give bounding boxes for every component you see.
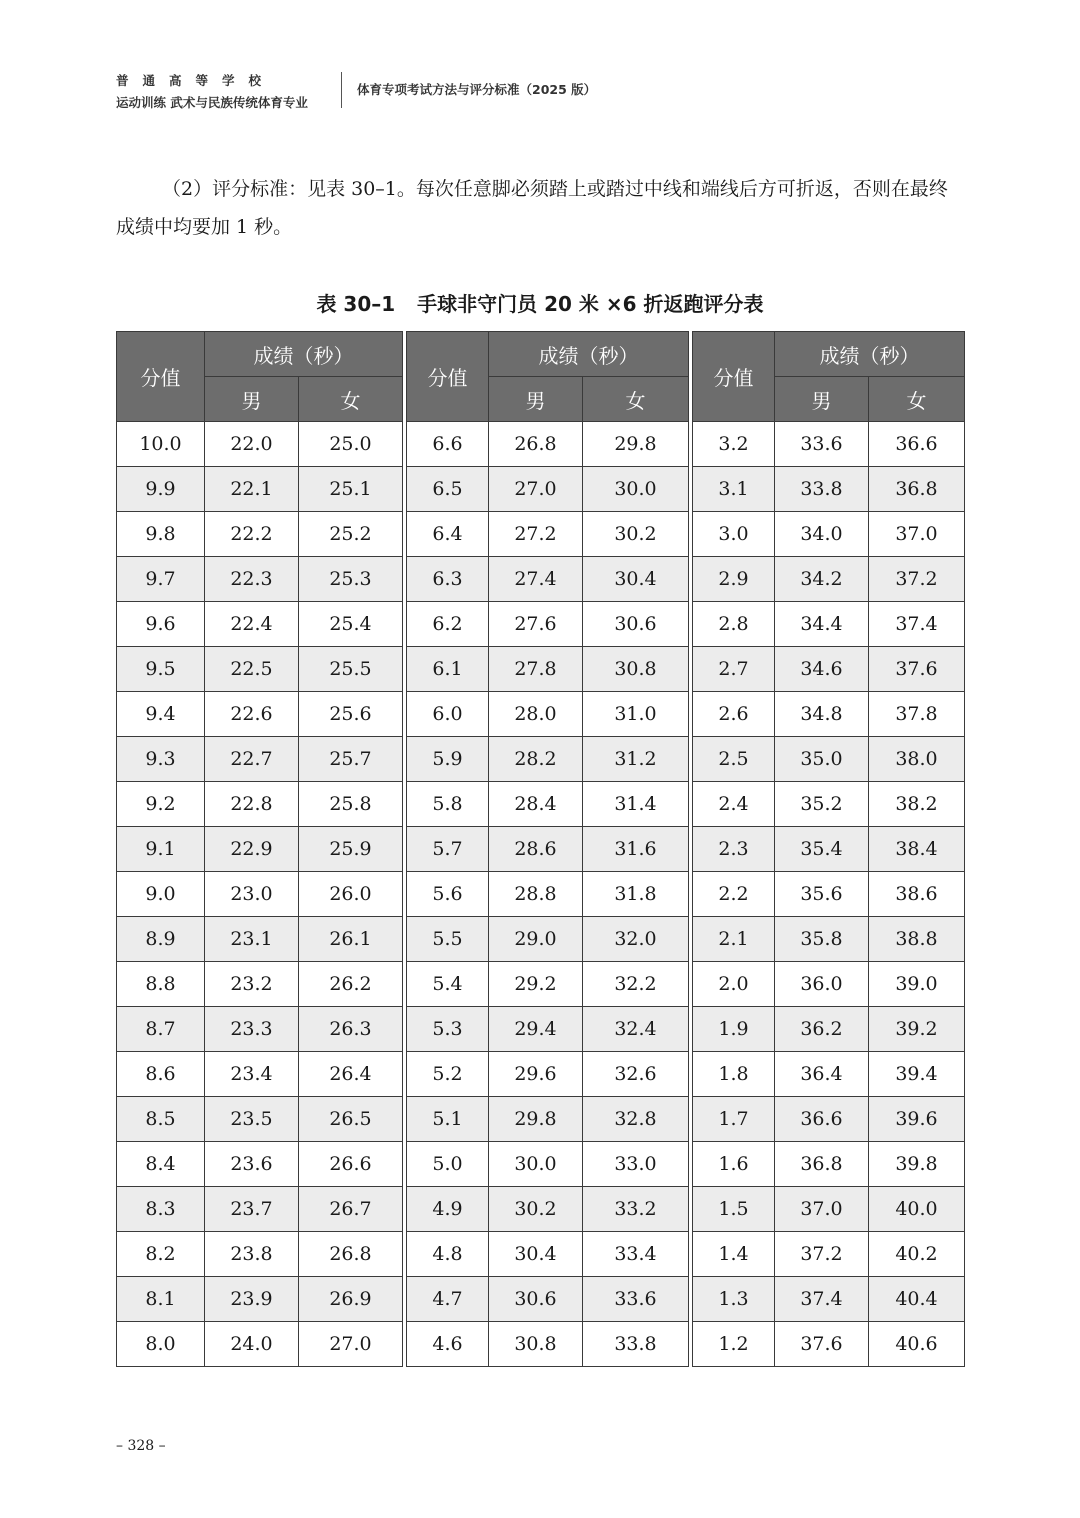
cell-male: 27.6 — [489, 602, 583, 647]
cell-male: 27.4 — [489, 557, 583, 602]
cell-female: 39.4 — [869, 1052, 965, 1097]
cell-female: 33.2 — [583, 1187, 689, 1232]
table-row — [117, 1007, 403, 1052]
cell-male: 23.0 — [205, 872, 299, 917]
cell-male: 27.0 — [489, 467, 583, 512]
cell-score: 6.3 — [407, 557, 489, 602]
cell-male: 28.6 — [489, 827, 583, 872]
cell-male: 23.5 — [205, 1097, 299, 1142]
cell-score: 2.8 — [693, 602, 775, 647]
table-block — [692, 331, 965, 1367]
cell-female: 25.7 — [299, 737, 403, 782]
cell-score: 5.2 — [407, 1052, 489, 1097]
cell-male: 37.2 — [775, 1232, 869, 1277]
cell-score: 4.9 — [407, 1187, 489, 1232]
cell-score: 8.1 — [117, 1277, 205, 1322]
cell-male: 34.0 — [775, 512, 869, 557]
cell-score: 5.7 — [407, 827, 489, 872]
header-score: 分值 — [407, 332, 489, 422]
cell-male: 22.6 — [205, 692, 299, 737]
header-score: 分值 — [117, 332, 205, 422]
cell-score: 6.0 — [407, 692, 489, 737]
table-row — [407, 512, 689, 557]
table-row — [693, 422, 965, 467]
cell-male: 29.8 — [489, 1097, 583, 1142]
cell-score: 1.2 — [693, 1322, 775, 1367]
table-row — [117, 827, 403, 872]
cell-male: 30.6 — [489, 1277, 583, 1322]
cell-male: 30.8 — [489, 1322, 583, 1367]
cell-score: 2.1 — [693, 917, 775, 962]
table-row — [407, 1187, 689, 1232]
cell-score: 3.2 — [693, 422, 775, 467]
table-title: 手球非守门员 20 米 ×6 折返跑评分表 — [417, 292, 764, 316]
cell-male: 23.3 — [205, 1007, 299, 1052]
header-result: 成绩（秒） — [775, 332, 965, 377]
header-female: 女 — [869, 377, 965, 422]
series-title — [116, 70, 308, 114]
cell-male: 34.8 — [775, 692, 869, 737]
cell-female: 38.0 — [869, 737, 965, 782]
cell-score: 8.9 — [117, 917, 205, 962]
cell-score: 2.3 — [693, 827, 775, 872]
cell-female: 37.6 — [869, 647, 965, 692]
table-row — [407, 422, 689, 467]
table-row — [407, 1277, 689, 1322]
cell-male: 33.8 — [775, 467, 869, 512]
cell-female: 40.2 — [869, 1232, 965, 1277]
table-row — [407, 827, 689, 872]
cell-score: 9.3 — [117, 737, 205, 782]
cell-male: 23.1 — [205, 917, 299, 962]
cell-male: 35.2 — [775, 782, 869, 827]
cell-male: 28.4 — [489, 782, 583, 827]
cell-female: 38.4 — [869, 827, 965, 872]
body-paragraph — [116, 170, 966, 246]
cell-male: 35.0 — [775, 737, 869, 782]
cell-male: 36.2 — [775, 1007, 869, 1052]
cell-male: 22.9 — [205, 827, 299, 872]
cell-score: 10.0 — [117, 422, 205, 467]
cell-score: 5.9 — [407, 737, 489, 782]
cell-male: 35.8 — [775, 917, 869, 962]
table-row — [117, 782, 403, 827]
cell-female: 32.4 — [583, 1007, 689, 1052]
table-row — [407, 782, 689, 827]
cell-score: 8.2 — [117, 1232, 205, 1277]
cell-female: 31.0 — [583, 692, 689, 737]
cell-female: 39.2 — [869, 1007, 965, 1052]
cell-male: 27.2 — [489, 512, 583, 557]
table-row — [117, 1187, 403, 1232]
header-divider — [341, 72, 342, 108]
cell-female: 30.8 — [583, 647, 689, 692]
header-female: 女 — [299, 377, 403, 422]
running-head — [116, 70, 308, 114]
cell-score: 2.0 — [693, 962, 775, 1007]
table-block — [116, 331, 403, 1367]
cell-male: 22.0 — [205, 422, 299, 467]
cell-female: 26.0 — [299, 872, 403, 917]
cell-female: 25.8 — [299, 782, 403, 827]
cell-male: 29.6 — [489, 1052, 583, 1097]
table-row — [693, 917, 965, 962]
table-row — [407, 602, 689, 647]
cell-female: 26.8 — [299, 1232, 403, 1277]
cell-female: 26.4 — [299, 1052, 403, 1097]
cell-male: 22.7 — [205, 737, 299, 782]
cell-score: 1.9 — [693, 1007, 775, 1052]
cell-score: 9.0 — [117, 872, 205, 917]
cell-female: 25.6 — [299, 692, 403, 737]
cell-male: 22.2 — [205, 512, 299, 557]
table-row — [117, 602, 403, 647]
table-row — [117, 1097, 403, 1142]
cell-score: 4.8 — [407, 1232, 489, 1277]
cell-female: 33.4 — [583, 1232, 689, 1277]
score-table — [116, 331, 964, 1367]
cell-female: 26.3 — [299, 1007, 403, 1052]
cell-female: 40.0 — [869, 1187, 965, 1232]
cell-female: 37.8 — [869, 692, 965, 737]
cell-score: 2.9 — [693, 557, 775, 602]
cell-male: 35.6 — [775, 872, 869, 917]
header-result: 成绩（秒） — [205, 332, 403, 377]
cell-male: 28.0 — [489, 692, 583, 737]
cell-male: 36.0 — [775, 962, 869, 1007]
cell-female: 36.8 — [869, 467, 965, 512]
cell-male: 29.2 — [489, 962, 583, 1007]
cell-score: 2.5 — [693, 737, 775, 782]
table-row — [693, 827, 965, 872]
cell-female: 38.2 — [869, 782, 965, 827]
cell-score: 9.4 — [117, 692, 205, 737]
cell-score: 5.1 — [407, 1097, 489, 1142]
table-row — [407, 557, 689, 602]
cell-female: 37.2 — [869, 557, 965, 602]
cell-score: 1.8 — [693, 1052, 775, 1097]
cell-female: 33.8 — [583, 1322, 689, 1367]
cell-female: 25.4 — [299, 602, 403, 647]
cell-female: 37.4 — [869, 602, 965, 647]
table-row — [117, 917, 403, 962]
table-row — [693, 647, 965, 692]
cell-male: 22.4 — [205, 602, 299, 647]
cell-male: 23.2 — [205, 962, 299, 1007]
cell-female: 40.4 — [869, 1277, 965, 1322]
cell-male: 37.0 — [775, 1187, 869, 1232]
cell-male: 36.8 — [775, 1142, 869, 1187]
cell-score: 8.0 — [117, 1322, 205, 1367]
cell-male: 24.0 — [205, 1322, 299, 1367]
cell-male: 30.4 — [489, 1232, 583, 1277]
cell-female: 26.2 — [299, 962, 403, 1007]
cell-score: 2.6 — [693, 692, 775, 737]
table-row — [407, 872, 689, 917]
table-row — [693, 1142, 965, 1187]
cell-male: 34.6 — [775, 647, 869, 692]
cell-male: 35.4 — [775, 827, 869, 872]
cell-female: 25.9 — [299, 827, 403, 872]
header-male: 男 — [205, 377, 299, 422]
cell-score: 1.7 — [693, 1097, 775, 1142]
cell-male: 23.7 — [205, 1187, 299, 1232]
header-score: 分值 — [693, 332, 775, 422]
cell-female: 32.2 — [583, 962, 689, 1007]
cell-female: 31.6 — [583, 827, 689, 872]
cell-score: 9.2 — [117, 782, 205, 827]
header-result: 成绩（秒） — [489, 332, 689, 377]
cell-female: 38.6 — [869, 872, 965, 917]
table-row — [407, 1322, 689, 1367]
cell-male: 28.2 — [489, 737, 583, 782]
cell-score: 8.8 — [117, 962, 205, 1007]
cell-score: 1.3 — [693, 1277, 775, 1322]
cell-female: 26.1 — [299, 917, 403, 962]
cell-female: 26.6 — [299, 1142, 403, 1187]
table-row — [407, 962, 689, 1007]
cell-score: 1.5 — [693, 1187, 775, 1232]
cell-score: 6.5 — [407, 467, 489, 512]
table-row — [117, 962, 403, 1007]
cell-female: 30.0 — [583, 467, 689, 512]
cell-score: 9.7 — [117, 557, 205, 602]
table-row — [407, 692, 689, 737]
cell-female: 39.8 — [869, 1142, 965, 1187]
table-row — [693, 1187, 965, 1232]
table-caption — [0, 288, 1080, 317]
table-row — [693, 1277, 965, 1322]
cell-score: 2.7 — [693, 647, 775, 692]
cell-score: 4.6 — [407, 1322, 489, 1367]
table-block — [406, 331, 689, 1367]
cell-score: 6.4 — [407, 512, 489, 557]
cell-score: 9.6 — [117, 602, 205, 647]
cell-female: 25.3 — [299, 557, 403, 602]
table-row — [693, 1322, 965, 1367]
table-row — [407, 647, 689, 692]
table-row — [407, 1097, 689, 1142]
cell-female: 33.6 — [583, 1277, 689, 1322]
table-row — [117, 692, 403, 737]
cell-score: 3.0 — [693, 512, 775, 557]
cell-female: 39.6 — [869, 1097, 965, 1142]
cell-female: 40.6 — [869, 1322, 965, 1367]
cell-female: 31.2 — [583, 737, 689, 782]
cell-male: 28.8 — [489, 872, 583, 917]
cell-score: 5.6 — [407, 872, 489, 917]
table-row — [117, 1142, 403, 1187]
cell-male: 22.1 — [205, 467, 299, 512]
cell-score: 2.4 — [693, 782, 775, 827]
table-row — [407, 467, 689, 512]
table-row — [693, 1232, 965, 1277]
table-row — [407, 1007, 689, 1052]
page-number: – 328 – — [116, 1438, 166, 1454]
cell-score: 6.1 — [407, 647, 489, 692]
cell-male: 33.6 — [775, 422, 869, 467]
header-male: 男 — [489, 377, 583, 422]
cell-female: 26.7 — [299, 1187, 403, 1232]
series-line-1: 普通高等学校 — [116, 73, 276, 88]
table-row — [117, 647, 403, 692]
cell-male: 36.6 — [775, 1097, 869, 1142]
cell-female: 30.2 — [583, 512, 689, 557]
cell-male: 37.6 — [775, 1322, 869, 1367]
table-row — [693, 1097, 965, 1142]
cell-score: 6.2 — [407, 602, 489, 647]
table-row — [117, 1277, 403, 1322]
cell-male: 22.3 — [205, 557, 299, 602]
cell-female: 33.0 — [583, 1142, 689, 1187]
table-row — [693, 557, 965, 602]
cell-female: 25.1 — [299, 467, 403, 512]
cell-score: 2.2 — [693, 872, 775, 917]
table-row — [407, 1232, 689, 1277]
table-row — [693, 962, 965, 1007]
table-row — [693, 737, 965, 782]
cell-female: 29.8 — [583, 422, 689, 467]
cell-male: 22.5 — [205, 647, 299, 692]
table-row — [693, 692, 965, 737]
table-row — [693, 512, 965, 557]
cell-score: 9.1 — [117, 827, 205, 872]
cell-male: 29.0 — [489, 917, 583, 962]
cell-male: 30.2 — [489, 1187, 583, 1232]
cell-male: 23.9 — [205, 1277, 299, 1322]
cell-female: 26.9 — [299, 1277, 403, 1322]
cell-score: 1.4 — [693, 1232, 775, 1277]
cell-male: 37.4 — [775, 1277, 869, 1322]
table-row — [117, 422, 403, 467]
cell-score: 8.7 — [117, 1007, 205, 1052]
table-row — [693, 602, 965, 647]
cell-female: 39.0 — [869, 962, 965, 1007]
cell-score: 5.4 — [407, 962, 489, 1007]
cell-female: 30.4 — [583, 557, 689, 602]
cell-score: 8.4 — [117, 1142, 205, 1187]
cell-score: 5.0 — [407, 1142, 489, 1187]
cell-score: 8.5 — [117, 1097, 205, 1142]
cell-female: 36.6 — [869, 422, 965, 467]
table-number: 表 30–1 — [316, 292, 396, 316]
cell-female: 30.6 — [583, 602, 689, 647]
table-row — [117, 557, 403, 602]
cell-female: 32.0 — [583, 917, 689, 962]
cell-female: 27.0 — [299, 1322, 403, 1367]
table-row — [693, 872, 965, 917]
cell-male: 30.0 — [489, 1142, 583, 1187]
cell-female: 26.5 — [299, 1097, 403, 1142]
table-row — [693, 1007, 965, 1052]
cell-male: 34.2 — [775, 557, 869, 602]
cell-score: 9.9 — [117, 467, 205, 512]
table-row — [693, 782, 965, 827]
table-row — [117, 512, 403, 557]
table-row — [693, 467, 965, 512]
cell-female: 31.8 — [583, 872, 689, 917]
table-row — [117, 737, 403, 782]
paragraph-text: （2）评分标准：见表 30–1。每次任意脚必须踏上或踏过中线和端线后方可折返，否则在最终成绩中均要加 1 秒。 — [116, 178, 948, 238]
header-male: 男 — [775, 377, 869, 422]
table-row — [117, 872, 403, 917]
cell-female: 31.4 — [583, 782, 689, 827]
cell-score: 3.1 — [693, 467, 775, 512]
cell-male: 34.4 — [775, 602, 869, 647]
table-row — [407, 737, 689, 782]
cell-male: 29.4 — [489, 1007, 583, 1052]
cell-score: 5.3 — [407, 1007, 489, 1052]
cell-score: 4.7 — [407, 1277, 489, 1322]
table-row — [117, 1322, 403, 1367]
table-row — [117, 467, 403, 512]
cell-female: 25.5 — [299, 647, 403, 692]
cell-male: 22.8 — [205, 782, 299, 827]
cell-score: 1.6 — [693, 1142, 775, 1187]
cell-score: 5.8 — [407, 782, 489, 827]
cell-score: 5.5 — [407, 917, 489, 962]
cell-female: 32.6 — [583, 1052, 689, 1097]
cell-female: 32.8 — [583, 1097, 689, 1142]
cell-male: 26.8 — [489, 422, 583, 467]
table-row — [407, 1142, 689, 1187]
cell-male: 27.8 — [489, 647, 583, 692]
cell-male: 23.4 — [205, 1052, 299, 1097]
book-title: 体育专项考试方法与评分标准（2025 版） — [357, 82, 597, 97]
cell-male: 36.4 — [775, 1052, 869, 1097]
cell-female: 38.8 — [869, 917, 965, 962]
series-line-2: 运动训练 武术与民族传统体育专业 — [116, 95, 308, 110]
cell-score: 9.5 — [117, 647, 205, 692]
table-row — [407, 917, 689, 962]
table-row — [693, 1052, 965, 1097]
cell-score: 6.6 — [407, 422, 489, 467]
cell-female: 25.0 — [299, 422, 403, 467]
cell-score: 9.8 — [117, 512, 205, 557]
cell-score: 8.6 — [117, 1052, 205, 1097]
cell-female: 25.2 — [299, 512, 403, 557]
table-row — [117, 1052, 403, 1097]
cell-male: 23.8 — [205, 1232, 299, 1277]
cell-male: 23.6 — [205, 1142, 299, 1187]
cell-female: 37.0 — [869, 512, 965, 557]
table-row — [117, 1232, 403, 1277]
table-row — [407, 1052, 689, 1097]
cell-score: 8.3 — [117, 1187, 205, 1232]
header-female: 女 — [583, 377, 689, 422]
